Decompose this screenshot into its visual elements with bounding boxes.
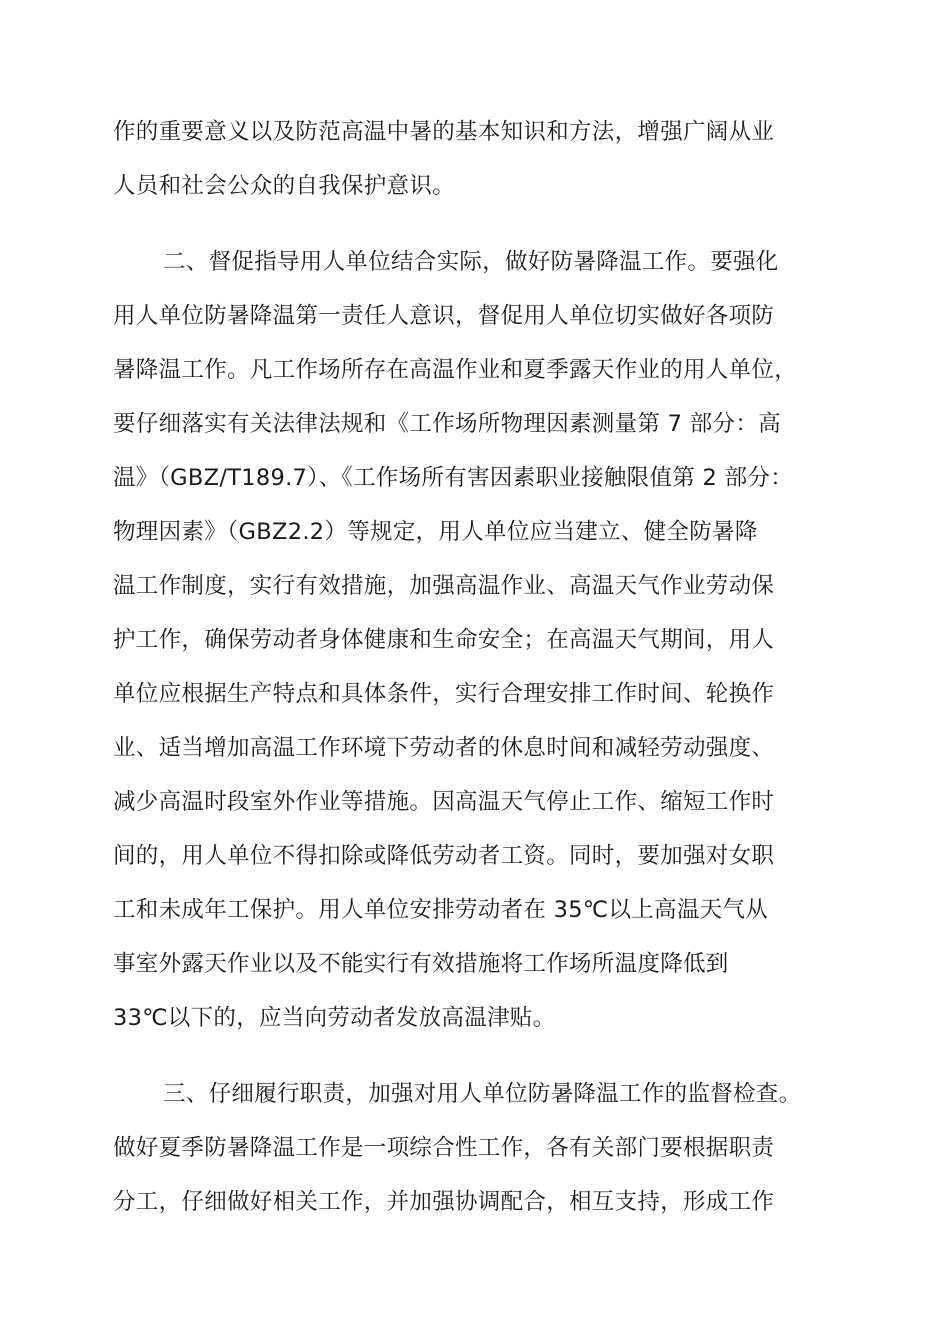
text-line: 暑降温工作。凡工作场所存在高温作业和夏季露天作业的用人单位， [113,357,798,383]
text-line: 事室外露天作业以及不能实行有效措施将工作场所温度降低到 [113,951,729,977]
text-line: 护工作，确保劳动者身体健康和生命安全；在高温天气期间，用人 [113,627,775,653]
text-line: 33℃以下的，应当向劳动者发放高温津贴。 [113,1005,556,1031]
text-line: 业、适当增加高温工作环境下劳动者的休息时间和减轻劳动强度、 [113,735,775,761]
text-line: 温工作制度，实行有效措施，加强高温作业、高温天气作业劳动保 [113,573,775,599]
text-line: 物理因素》（GBZ2.2）等规定，用人单位应当建立、健全防暑降 [113,519,758,545]
text-line: 分工，仔细做好相关工作，并加强协调配合，相互支持，形成工作 [113,1189,775,1215]
text-line: 三、仔细履行职责，加强对用人单位防暑降温工作的监督检查。 [163,1081,802,1107]
text-line: 要仔细落实有关法律法规和《工作场所物理因素测量第 7 部分：高 [113,411,781,437]
text-line: 单位应根据生产特点和具体条件，实行合理安排工作时间、轮换作 [113,681,775,707]
text-line: 二、督促指导用人单位结合实际，做好防暑降温工作。要强化 [163,249,779,275]
text-line: 人员和社会公众的自我保护意识。 [113,173,456,199]
text-line: 用人单位防暑降温第一责任人意识，督促用人单位切实做好各项防 [113,303,775,329]
text-line: 减少高温时段室外作业等措施。因高温天气停止工作、缩短工作时 [113,789,775,815]
text-line: 工和未成年工保护。用人单位安排劳动者在 35℃以上高温天气从 [113,897,769,923]
text-line: 做好夏季防暑降温工作是一项综合性工作，各有关部门要根据职责 [113,1135,775,1161]
text-line: 温》（GBZ/T189.7）、《工作场所有害因素职业接触限值第 2 部分： [113,465,793,491]
text-line: 作的重要意义以及防范高温中暑的基本知识和方法，增强广阔从业 [113,119,775,145]
text-line: 间的，用人单位不得扣除或降低劳动者工资。同时，要加强对女职 [113,843,775,869]
